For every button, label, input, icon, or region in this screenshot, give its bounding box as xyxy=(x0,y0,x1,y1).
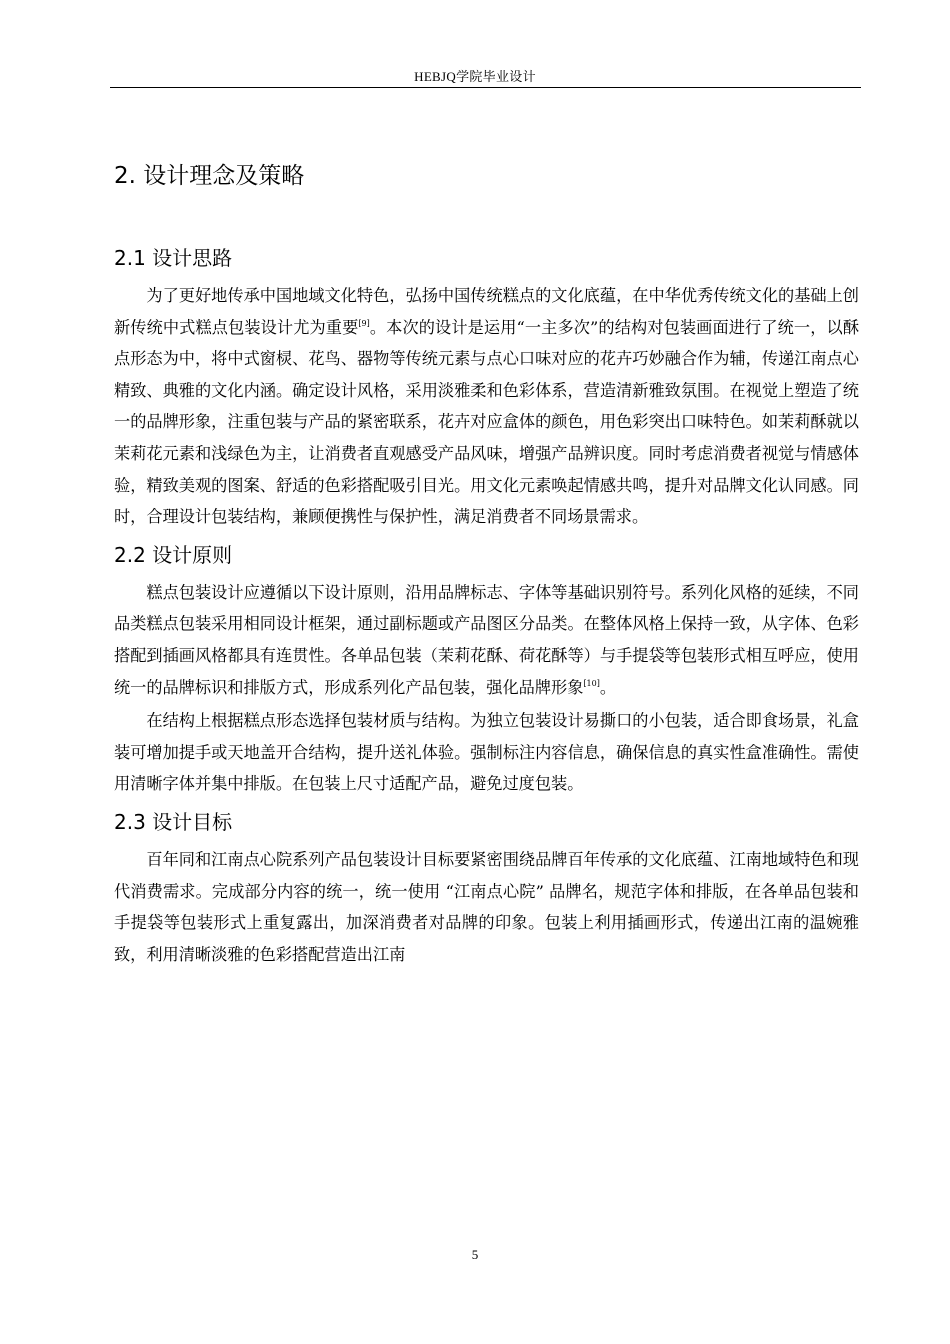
paragraph-design-principle-1 xyxy=(114,577,859,703)
citation-9[interactable]: [9] xyxy=(358,318,370,328)
paragraph-design-idea xyxy=(114,280,859,533)
paragraph-design-goal: 百年同和江南点心院系列产品包装设计目标要紧密围绕品牌百年传承的文化底蕴、江南地域特色和现代消费需求。完成部分内容的统一，统一使用 “江南点心院” 品牌名，规范字体和排版，在各单品包装和手提袋等包装形式上重复露出，加深消费者对品牌的印象。包装上利用插画形式，传递出江南的温婉雅致，利用清晰淡雅的色彩搭配营造出江南 xyxy=(114,849,859,964)
text-run: 。 xyxy=(599,677,617,697)
section-title-2-1: 2.1 设计思路 xyxy=(114,246,233,270)
header-rule xyxy=(110,87,861,88)
citation-10[interactable]: [10] xyxy=(583,678,600,688)
section-title-2-2: 2.2 设计原则 xyxy=(114,542,233,567)
page-body xyxy=(114,150,859,970)
text-run: 糕点包装设计应遵循以下设计原则，沿用品牌标志、字体等基础识别符号。系列化风格的延续，不同品类糕点包装采用相同设计框架，通过副标题或产品图区分品类。在整体风格上保持一致，从字体、色彩搭配到插画风格都具有连贯性。各单品包装（茉莉花酥、荷花酥等）与手提袋等包装形式相互呼应，使用统一的品牌标识和排版方式，形成系列化产品包装，强化品牌形象 xyxy=(114,582,859,697)
text-run: 为了更好地传承中国地域文化特色，弘扬中国传统糕点的文化底蕴，在中华优秀传统文化的基础上创新传统中式糕点包装设计尤为重要 xyxy=(114,286,859,337)
chapter-title: 2. 设计理念及策略 xyxy=(114,163,305,189)
page-number: 5 xyxy=(471,1247,479,1262)
text-run: 。本次的设计是运用“一主多次”的结构对包装画面进行了统一，以酥点形态为中，将中式窗棂、花鸟、器物等传统元素与点心口味对应的花卉巧妙融合作为辅，传递江南点心精致、典雅的文化内涵。确定设计风格，采用淡雅柔和色彩体系，营造清新雅致氛围。在视觉上塑造了统一的品牌形象，注重包装与产品的紧密联系，花卉对应盒体的颜色，用色彩突出口味特色。如茉莉酥就以茉莉花元素和浅绿色为主，让消费者直观感受产品风味，增强产品辨识度。同时考虑消费者视觉与情感体验，精致美观的图案、舒适的色彩搭配吸引目光。用文化元素唤起情感共鸣，提升对品牌文化认同感。同时，合理设计包装结构，兼顾便携性与保护性，满足消费者不同场景需求。 xyxy=(114,317,860,527)
section-title-2-3: 2.3 设计目标 xyxy=(114,809,233,834)
paragraph-design-principle-2: 在结构上根据糕点形态选择包装材质与结构。为独立包装设计易撕口的小包装，适合即食场景，礼盒装可增加提手或天地盖开合结构，提升送礼体验。强制标注内容信息，确保信息的真实性盒准确性。需使用清晰字体并集中排版。在包装上尺寸适配产品，避免过度包装。 xyxy=(114,711,859,794)
running-header: HEBJQ学院毕业设计 xyxy=(414,69,536,84)
